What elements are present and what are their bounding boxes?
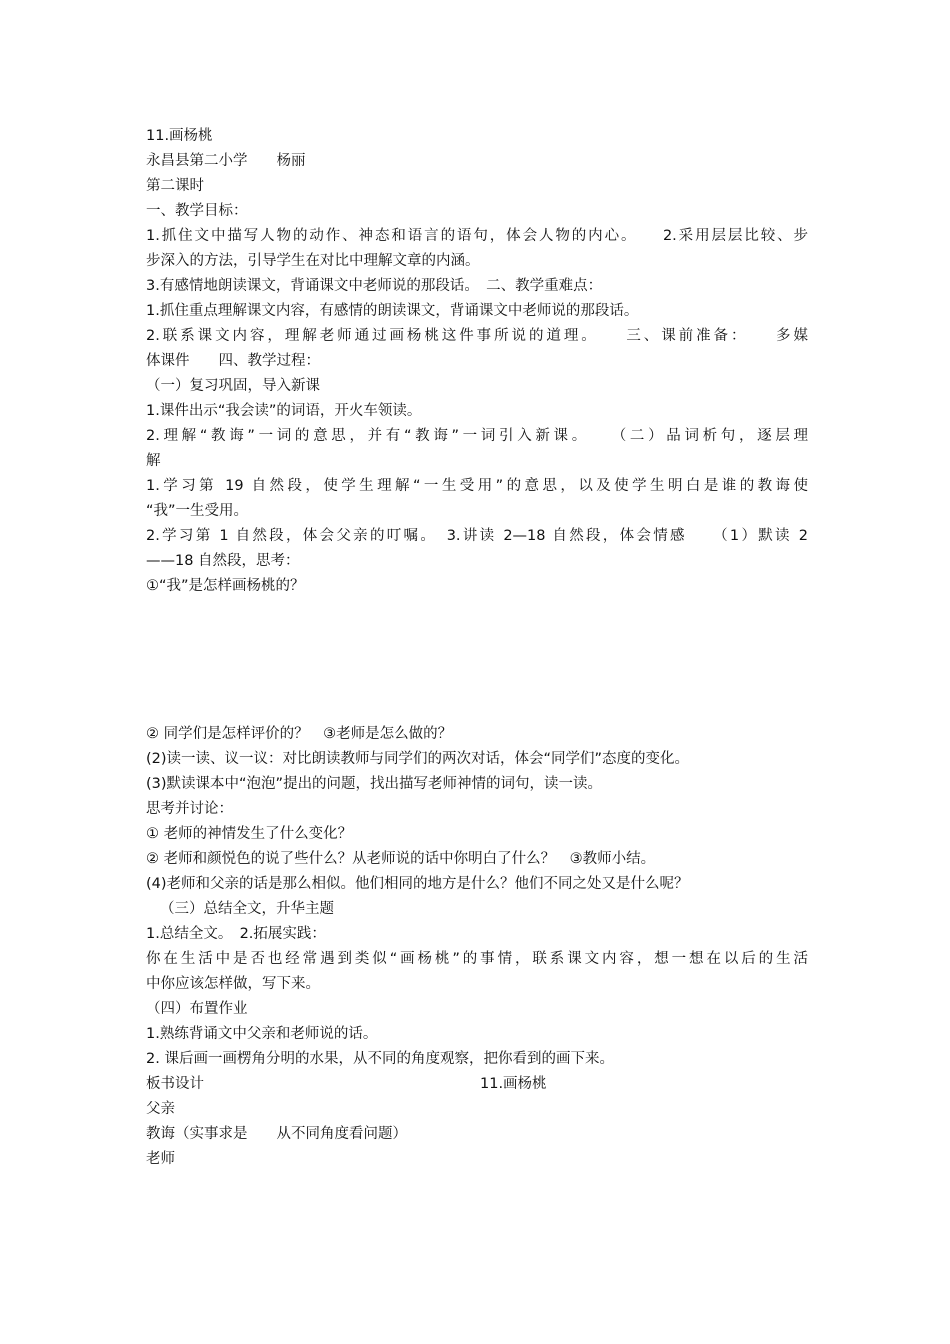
- author-line: 永昌县第二小学 杨丽: [146, 153, 306, 169]
- paragraph-line: 1.学习第 19 自然段，使学生理解“一生受用”的意思，以及使学生明白是谁的教诲使: [146, 478, 808, 494]
- paragraph-line: 中你应该怎样做，写下来。: [146, 976, 320, 992]
- paragraph-line: 解: [146, 453, 161, 469]
- paragraph-line: 2.联系课文内容，理解老师通过画杨桃这件事所说的道理。 三、课前准备： 多媒: [146, 328, 808, 344]
- paragraph-line: 步深入的方法，引导学生在对比中理解文章的内涵。: [146, 253, 480, 269]
- paragraph-line: 1.课件出示“我会读”的词语，开火车领读。: [146, 403, 422, 419]
- paragraph-line: 思考并讨论：: [146, 801, 233, 817]
- paragraph-line: ② 同学们是怎样评价的？ ③老师是怎么做的？: [146, 726, 453, 742]
- paragraph-line: ①“我”是怎样画杨桃的？: [146, 578, 305, 594]
- paragraph-line: 2.理解“教诲”一词的意思，并有“教诲”一词引入新课。 （二）品词析句，逐层理: [146, 428, 808, 444]
- board-design-label: 板书设计: [146, 1076, 204, 1092]
- paragraph-line: 你在生活中是否也经常遇到类似“画杨桃”的事情，联系课文内容，想一想在以后的生活: [146, 951, 808, 967]
- paragraph-line: ② 老师和颜悦色的说了些什么？从老师说的话中你明白了什么？ ③教师小结。: [146, 851, 656, 867]
- board-line: 父亲: [146, 1101, 175, 1117]
- paragraph-line: 1.抓住文中描写人物的动作、神态和语言的语句，体会人物的内心。 2.采用层层比较、步: [146, 228, 808, 244]
- board-title: 11.画杨桃: [480, 1076, 547, 1092]
- paragraph-line: 3.有感情地朗读课文，背诵课文中老师说的那段话。 二、教学重难点：: [146, 278, 603, 294]
- board-line: 教诲（实事求是 从不同角度看问题）: [146, 1126, 407, 1142]
- paragraph-line: 体课件 四、教学过程：: [146, 353, 320, 369]
- paragraph-line: 1.熟练背诵文中父亲和老师说的话。: [146, 1026, 378, 1042]
- paragraph-line: 1.抓住重点理解课文内容，有感情的朗读课文，背诵课文中老师说的那段话。: [146, 303, 639, 319]
- paragraph-line: 1.总结全文。 2.拓展实践：: [146, 926, 326, 942]
- paragraph-line: “我”一生受用。: [146, 503, 249, 519]
- section-heading: （一）复习巩固，导入新课: [146, 378, 320, 394]
- paragraph-line: ——18 自然段，思考：: [146, 553, 300, 569]
- paragraph-line: 2.学习第 1 自然段，体会父亲的叮嘱。 3.讲读 2—18 自然段，体会情感 （1）默读 2: [146, 528, 808, 544]
- paragraph-line: ① 老师的神情发生了什么变化？: [146, 826, 353, 842]
- board-line: 老师: [146, 1151, 175, 1167]
- section-heading: （四）布置作业: [146, 1001, 248, 1017]
- paragraph-line: 一、教学目标：: [146, 203, 248, 219]
- paragraph-line: (2)读一读、议一议：对比朗读教师与同学们的两次对话，体会“同学们”态度的变化。: [146, 751, 690, 767]
- doc-title: 11.画杨桃: [146, 128, 213, 144]
- lesson-label: 第二课时: [146, 178, 204, 194]
- paragraph-line: (3)默读课本中“泡泡”提出的问题，找出描写老师神情的词句，读一读。: [146, 776, 603, 792]
- paragraph-line: (4)老师和父亲的话是那么相似。他们相同的地方是什么？他们不同之处又是什么呢？: [146, 876, 689, 892]
- paragraph-line: 2. 课后画一画楞角分明的水果，从不同的角度观察，把你看到的画下来。: [146, 1051, 614, 1067]
- section-heading: （三）总结全文，升华主题: [160, 901, 334, 917]
